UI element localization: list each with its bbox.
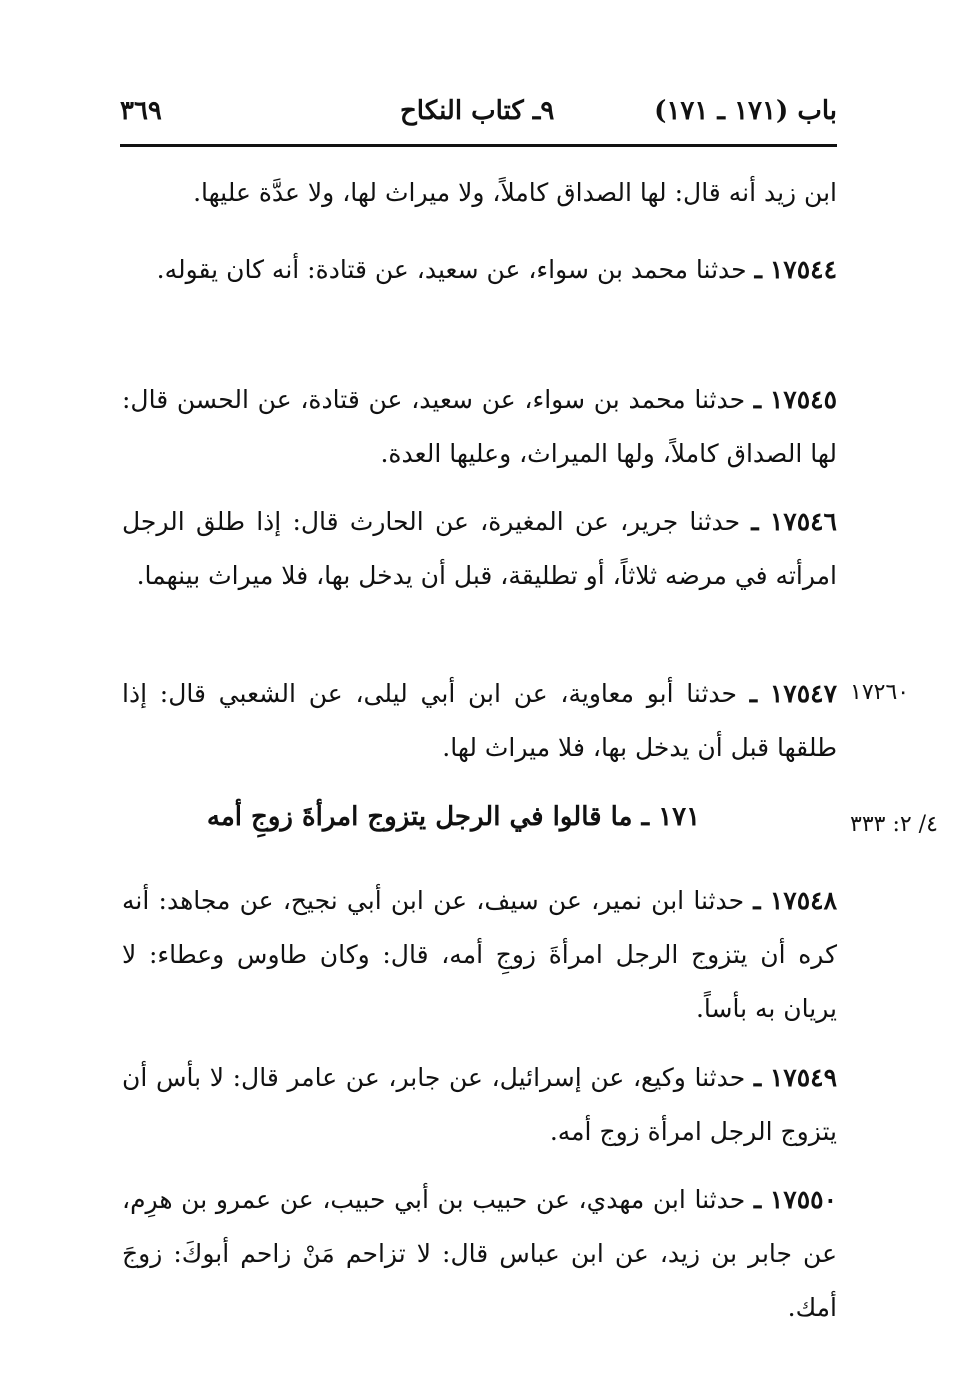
hadith-number: ١٧٥٤٦ [769,507,837,536]
hadith-number: ١٧٥٤٤ [769,255,837,284]
hadith-17544 [122,243,837,297]
hadith-number: ١٧٥٤٧ [769,679,838,708]
page-number: ٣٦٩ [120,96,162,126]
separator-dash: ـ [749,679,758,708]
book-title: ٩ـ كتاب النكاح [400,96,555,126]
separator-dash: ـ [754,255,762,284]
margin-reference: ٤/ ٢: ٣٣٣ [850,812,938,837]
hadith-number: ١٧٥٤٩ [769,1063,837,1092]
hadith-text: حدثنا ابن نمير، عن سيف، عن ابن أبي نجيح، عن مجاهد: أنه كره أن يتزوج الرجل امرأةَ زوجِ أمه، قال: وكان طاوس وعطاء: لا يريان به بأساً. [122,886,837,1023]
section-heading: ١٧١ ـ ما قالوا في الرجل يتزوج امرأةَ زوجِ أمه [206,802,701,832]
separator-dash: ـ [753,385,762,414]
separator-dash: ـ [751,507,759,536]
hadith-text: حدثنا محمد بن سواء، عن سعيد، عن قتادة: أنه كان يقوله. [156,255,747,284]
chapter-range: باب (١٧١ ـ ١٧١) [654,96,837,126]
separator-dash: ـ [753,1185,762,1214]
hadith-text: حدثنا وكيع، عن إسرائيل، عن جابر، عن عامر قال: لا بأس أن يتزوج الرجل امرأة زوج أمه. [122,1063,837,1146]
hadith-number: ١٧٥٤٥ [769,385,838,414]
hadith-text: حدثنا ابن مهدي، عن حبيب بن أبي حبيب، عن عمرو بن هرِم، عن جابر بن زيد، عن ابن عباس قال: لا تزاحم مَنْ زاحم أبوكَ: زوجَ أمك. [122,1185,837,1322]
hadith-text: حدثنا جرير، عن المغيرة، عن الحارث قال: إذا طلق الرجل امرأته في مرضه ثلاثاً، أو تطليقة، قبل أن يدخل بها، فلا ميراث بينهما. [122,507,837,590]
separator-dash: ـ [753,886,761,915]
hadith-17549 [122,1051,837,1159]
paragraph-text: ابن زيد أنه قال: لها الصداق كاملاً، ولا ميراث لها، ولا عدَّة عليها. [193,178,837,207]
running-header [120,96,837,136]
hadith-17545 [122,373,837,481]
hadith-text: حدثنا محمد بن سواء، عن سعيد، عن قتادة، عن الحسن قال: لها الصداق كاملاً، ولها الميراث، وعليها العدة. [122,385,837,468]
hadith-17548 [122,874,837,1036]
margin-reference: ١٧٢٦٠ [850,680,910,705]
hadith-number: ١٧٥٤٨ [769,886,838,915]
hadith-17546 [122,495,837,603]
hadith-17547 [122,667,837,775]
separator-dash: ـ [753,1063,762,1092]
paragraph-continuation [122,166,837,220]
hadith-number: ١٧٥٥٠ [769,1185,837,1214]
hadith-text: حدثنا أبو معاوية، عن ابن أبي ليلى، عن الشعبي قال: إذا طلقها قبل أن يدخل بها، فلا ميراث لها. [122,679,837,762]
header-rule [120,144,837,147]
hadith-17550 [122,1173,837,1335]
